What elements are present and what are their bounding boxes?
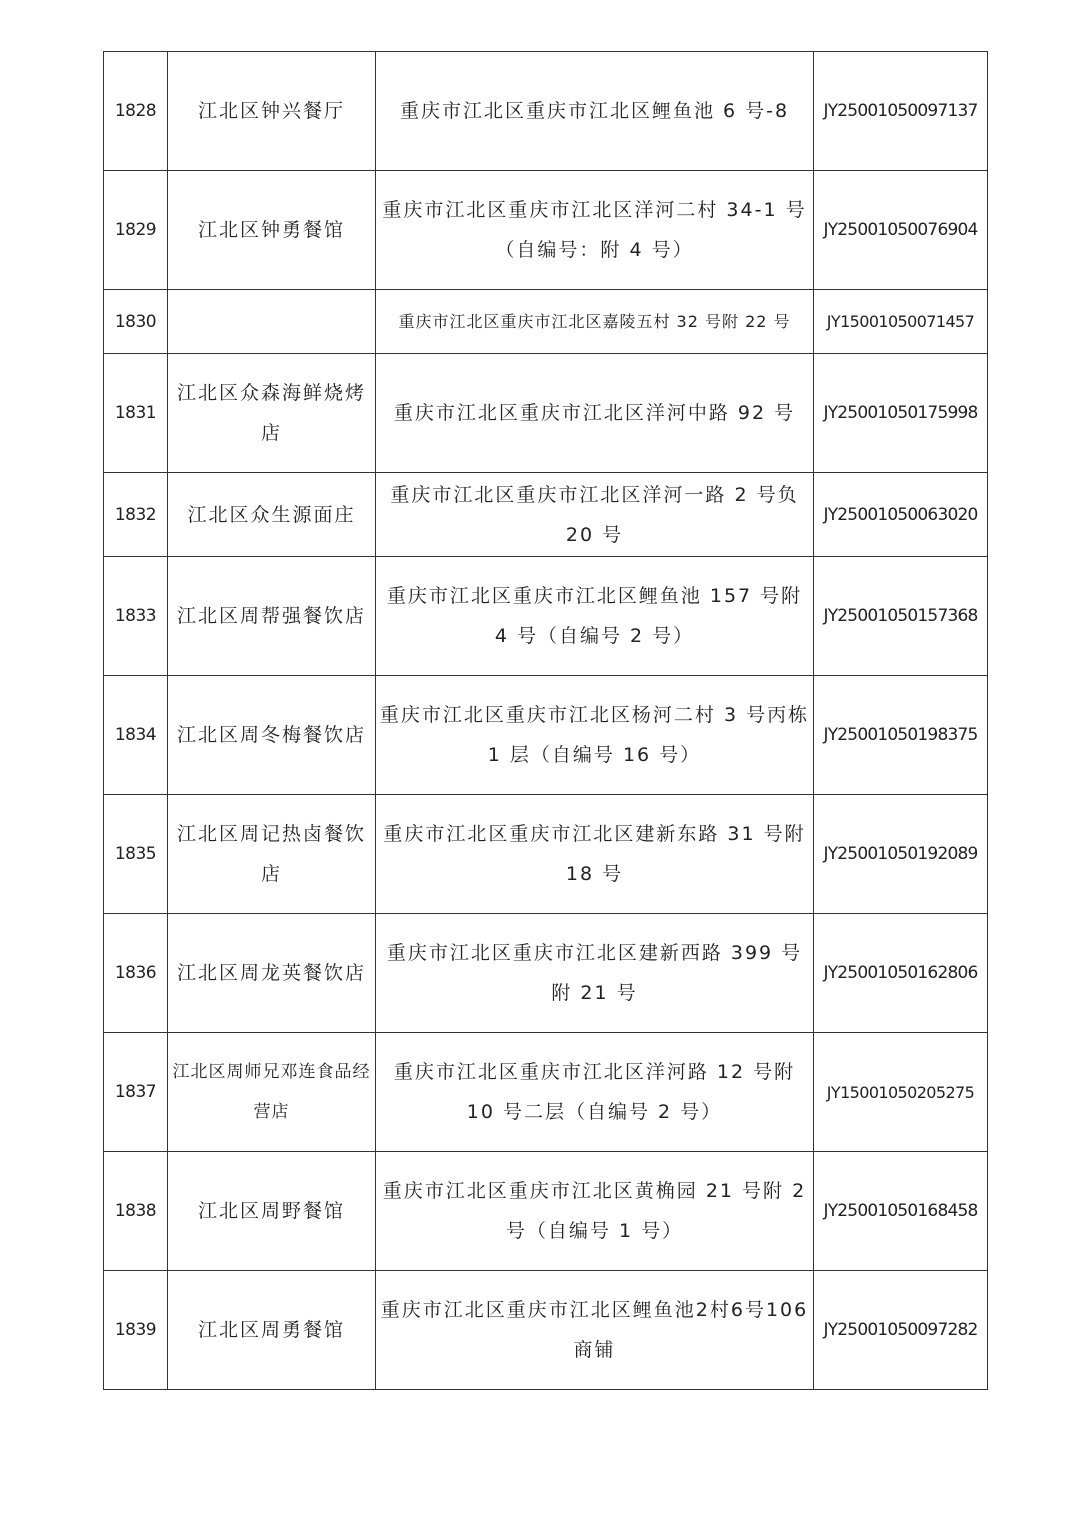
table-row [104,1152,988,1271]
business-address: 重庆市江北区重庆市江北区洋河二村 34-1 号（自编号：附 4 号） [376,171,814,290]
table-row [104,52,988,171]
business-address: 重庆市江北区重庆市江北区鲤鱼池2村6号106 商铺 [376,1271,814,1390]
row-number: 1832 [104,473,168,557]
business-name: 江北区周帮强餐饮店 [168,557,376,676]
license-number: JY25001050168458 [814,1152,988,1271]
table-row [104,914,988,1033]
license-number: JY25001050198375 [814,676,988,795]
row-number: 1836 [104,914,168,1033]
license-number: JY25001050097282 [814,1271,988,1390]
row-number: 1828 [104,52,168,171]
business-address: 重庆市江北区重庆市江北区洋河一路 2 号负 20 号 [376,473,814,557]
business-address: 重庆市江北区重庆市江北区黄桷园 21 号附 2 号（自编号 1 号） [376,1152,814,1271]
table-row [104,1033,988,1152]
license-number: JY25001050063020 [814,473,988,557]
business-name [168,290,376,354]
business-name: 江北区周师兄邓连食品经营店 [168,1033,376,1152]
table-row [104,171,988,290]
license-number: JY25001050175998 [814,354,988,473]
table-row [104,473,988,557]
business-address: 重庆市江北区重庆市江北区杨河二村 3 号丙栋 1 层（自编号 16 号） [376,676,814,795]
license-number: JY15001050205275 [814,1033,988,1152]
business-name: 江北区周勇餐馆 [168,1271,376,1390]
business-name: 江北区周龙英餐饮店 [168,914,376,1033]
license-table [103,51,988,1390]
table-row [104,557,988,676]
row-number: 1835 [104,795,168,914]
table-row [104,290,988,354]
table-row [104,676,988,795]
business-address: 重庆市江北区重庆市江北区鲤鱼池 157 号附 4 号（自编号 2 号） [376,557,814,676]
business-name: 江北区钟勇餐馆 [168,171,376,290]
row-number: 1831 [104,354,168,473]
table-row [104,354,988,473]
license-number: JY15001050071457 [814,290,988,354]
business-name: 江北区周冬梅餐饮店 [168,676,376,795]
license-number: JY25001050192089 [814,795,988,914]
row-number: 1829 [104,171,168,290]
business-name: 江北区钟兴餐厅 [168,52,376,171]
business-address: 重庆市江北区重庆市江北区嘉陵五村 32 号附 22 号 [376,290,814,354]
business-name: 江北区周记热卤餐饮店 [168,795,376,914]
business-name: 江北区众生源面庄 [168,473,376,557]
row-number: 1837 [104,1033,168,1152]
table-row [104,1271,988,1390]
row-number: 1834 [104,676,168,795]
row-number: 1838 [104,1152,168,1271]
table-row [104,795,988,914]
license-number: JY25001050157368 [814,557,988,676]
license-number: JY25001050097137 [814,52,988,171]
business-name: 江北区众森海鲜烧烤店 [168,354,376,473]
business-address: 重庆市江北区重庆市江北区洋河路 12 号附 10 号二层（自编号 2 号） [376,1033,814,1152]
license-number: JY25001050076904 [814,171,988,290]
row-number: 1839 [104,1271,168,1390]
business-address: 重庆市江北区重庆市江北区建新西路 399 号附 21 号 [376,914,814,1033]
business-name: 江北区周野餐馆 [168,1152,376,1271]
business-address: 重庆市江北区重庆市江北区洋河中路 92 号 [376,354,814,473]
row-number: 1830 [104,290,168,354]
row-number: 1833 [104,557,168,676]
business-address: 重庆市江北区重庆市江北区鲤鱼池 6 号-8 [376,52,814,171]
business-address: 重庆市江北区重庆市江北区建新东路 31 号附 18 号 [376,795,814,914]
license-number: JY25001050162806 [814,914,988,1033]
